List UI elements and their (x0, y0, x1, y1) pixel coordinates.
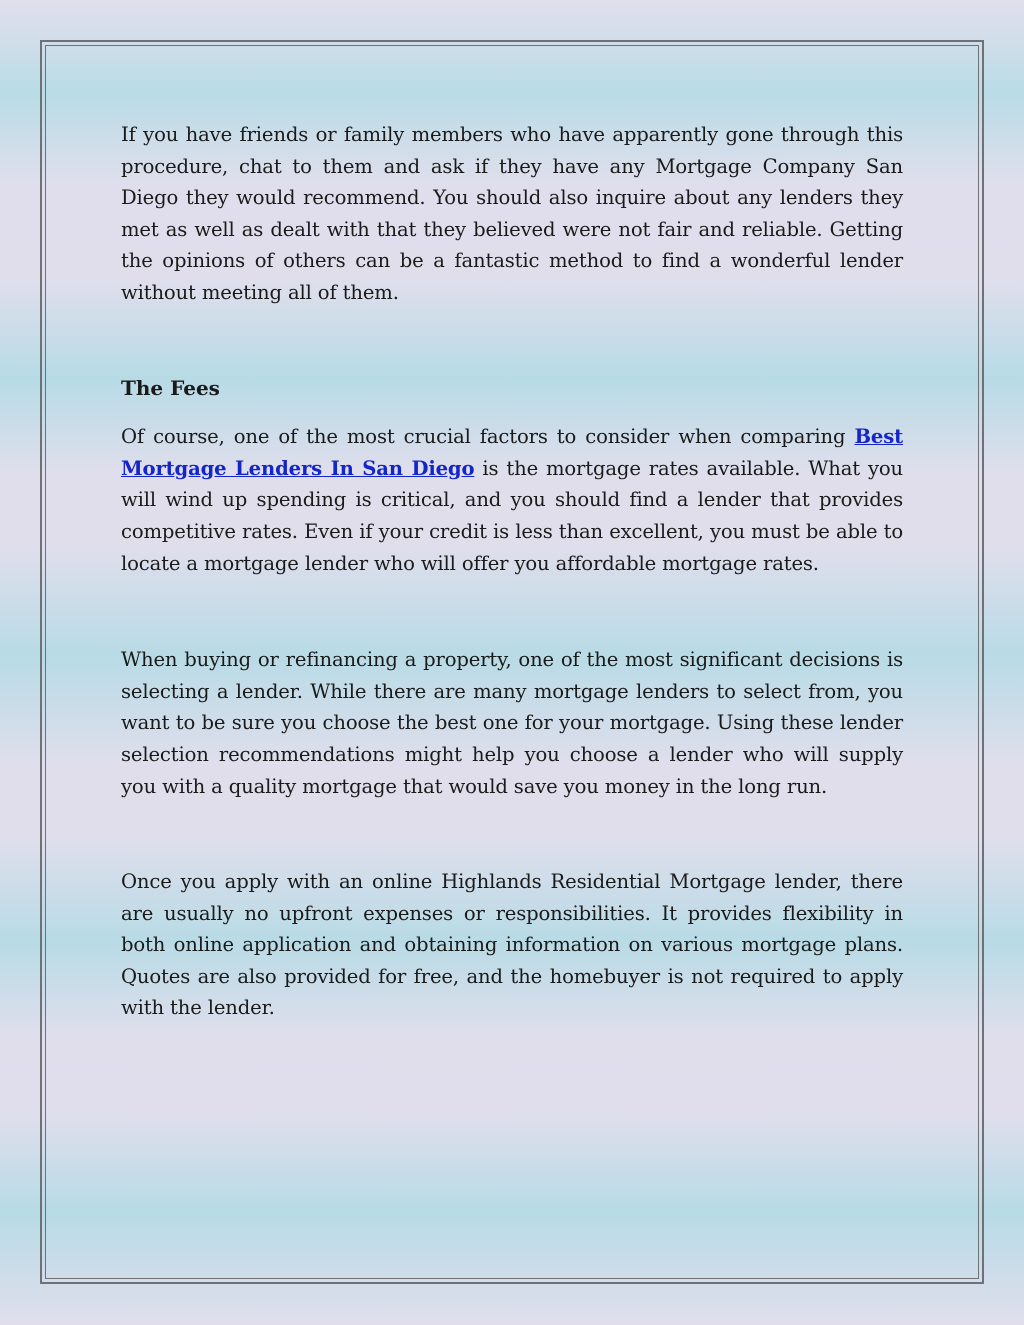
best-mortgage-lenders-link[interactable]: Best Mortgage Lenders In San Diego (121, 425, 903, 480)
paragraph-fees (121, 421, 903, 579)
document-body (121, 119, 903, 1024)
paragraph-fees-text-end: is the mortgage rates available. What you will wind up spending is critical, and you should find a lender that provides competitive rates. Even if your credit is less than excellent, you must be able to locate a mortgage lender who will offer you affordable mortgage rates. (121, 456, 904, 575)
heading-the-fees: The Fees (121, 375, 220, 400)
paragraph-friends-family: If you have friends or family members who have apparently gone through this procedure, chat to them and ask if they have any Mortgage Company San Diego they would recommend. You should also inquire about any lenders they met as well as dealt with that they believed were not fair and reliable. Getting the opinions of others can be a fantastic method to find a wonderful lender without meeting all of them. (121, 123, 903, 304)
paragraph-selecting-lender: When buying or refinancing a property, one of the most significant decisions is selecting a lender. While there are many mortgage lenders to select from, you want to be sure you choose the best one for your mortgage. Using these lender selection recommendations might help you choose a lender who will supply you with a quality mortgage that would save you money in the long run. (121, 648, 903, 798)
paragraph-fees-text-start: Of course, one of the most crucial factors to consider when comparing (121, 425, 855, 449)
paragraph-online-application: Once you apply with an online Highlands Residential Mortgage lender, there are usually no upfront expenses or responsibilities. It provides flexibility in both online application and obtaining information on various mortgage plans. Quotes are also provided for free, and the homebuyer is not required to apply with the lender. (121, 870, 903, 1020)
